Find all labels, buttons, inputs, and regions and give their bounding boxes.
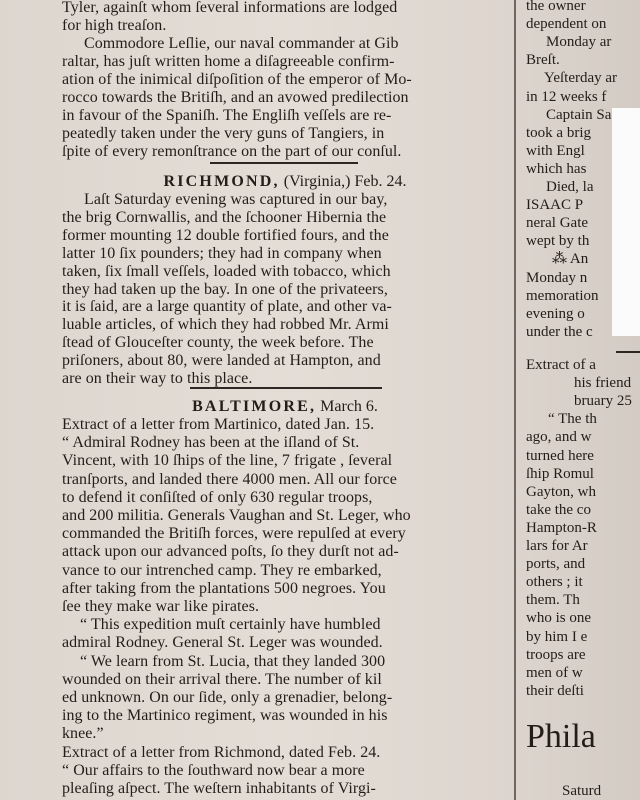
section-divider: [210, 162, 358, 164]
text-line: Died, la: [546, 179, 594, 195]
text-line: others ; it: [526, 574, 583, 591]
text-line: it is ſaid, are a large quantity of plate, and other va-: [62, 298, 392, 316]
text-line: vance to our intrenched camp. They re embarked,: [62, 561, 382, 579]
text-line: raltar, has juſt written home a diſagreeable confirm-: [62, 53, 395, 70]
richmond-heading-rest: (Virginia,) Feb. 24.: [279, 173, 407, 190]
text-line: wept by th: [526, 233, 590, 250]
text-line: the brig Cornwallis, and the ſchooner Hibernia the: [62, 208, 387, 226]
text-line: after taking from the plantations 500 negroes. You: [62, 579, 386, 597]
text-line: attack upon our advanced poſts, ſo they durſt not ad-: [62, 543, 399, 561]
text-line: under the c: [526, 323, 593, 340]
text-line: and 200 militia. Generals Vaughan and St. Leger, who: [62, 507, 411, 524]
text-line: ſpite of every remonſtrance on the part of our conſul.: [62, 143, 402, 160]
text-line: in 12 weeks f: [526, 88, 607, 105]
text-line: Yeſterday ar: [544, 70, 618, 87]
text-line: ſhip Romul: [526, 465, 594, 482]
text-line: “ Admiral Rodney has been at the iſland of St.: [62, 434, 360, 452]
text-line: Gayton, wh: [526, 483, 596, 500]
text-line: which has: [526, 160, 587, 177]
text-line: ation of the inimical diſpoſition of the emperor of Mo-: [62, 71, 412, 88]
text-line: ago, and w: [526, 429, 592, 446]
text-line: Vincent, with 10 ſhips of the line, 7 frigate , ſeveral: [62, 452, 393, 470]
text-line: Commodore Leſlie, our naval commander at Gib: [84, 35, 399, 52]
text-line: them. Th: [526, 592, 580, 609]
text-line: Breſt.: [526, 52, 560, 69]
white-backing-board: [612, 108, 640, 336]
text-line: for high treaſon.: [62, 17, 167, 34]
text-line: “ We learn from St. Lucia, that they landed 300: [80, 652, 386, 670]
text-line: Monday n: [526, 269, 588, 286]
text-line: pleaſing aſpect. The weſtern inhabitants of Virgi-: [62, 780, 376, 797]
text-line: take the co: [526, 501, 591, 518]
text-line: tranſports, and landed there 4000 men. All our force: [62, 470, 397, 488]
main-column: [62, 0, 508, 800]
text-line: admiral Rodney. General St. Leger was wounded.: [62, 634, 383, 652]
text-line: ports, and: [526, 556, 586, 573]
baltimore-heading-rest: March 6.: [316, 398, 378, 415]
text-line: peatedly taken under the very guns of Tangiers, in: [62, 125, 385, 142]
text-line: rocco towards the Britiſh, and an avowed predilection: [62, 89, 409, 106]
text-line: knee.”: [62, 725, 104, 743]
text-line: priſoners, about 80, were landed at Hampton, and: [62, 352, 381, 370]
text-line: dependent on: [526, 16, 607, 33]
text-line: ed unknown. On our ſide, only a grenadier, belong-: [62, 689, 393, 706]
text-line: Monday ar: [546, 34, 612, 51]
text-line: Laſt Saturday evening was captured in our bay,: [84, 191, 388, 208]
text-line: ISAAC P: [526, 197, 584, 214]
philadelphia-heading: Phila: [526, 718, 596, 755]
text-line: who is one: [526, 610, 591, 627]
text-line: with Engl: [526, 142, 585, 159]
section-divider: [190, 387, 382, 389]
text-line: Extract of a letter from Martinico, dated Jan. 15.: [62, 416, 375, 433]
text-line: took a brig: [526, 124, 591, 141]
text-line: ing to the Martinico regiment, was wounded in his: [62, 707, 388, 725]
text-line: by him I e: [526, 628, 588, 645]
text-line: troops are: [526, 646, 586, 663]
text-line: evening o: [526, 305, 585, 322]
text-line: wounded on their arrival there. The number of kil: [62, 670, 382, 688]
text-line: Tyler, againſt whom ſeveral informations are lodged: [62, 0, 398, 16]
richmond-dateline: [62, 173, 508, 191]
richmond-heading-place: RICHMOND,: [163, 173, 280, 190]
section-divider: [616, 351, 640, 353]
text-line: “ This expedition muſt certainly have humbled: [80, 616, 381, 634]
text-line: “ Our affairs to the ſouthward now bear a more: [62, 761, 365, 779]
text-line: men of w: [526, 664, 583, 681]
text-line: to defend it conſiſted of only 630 regular troops,: [62, 488, 373, 506]
text-line: latter 10 ſix pounders; they had in company when: [62, 244, 382, 262]
text-line: in favour of the Spaniſh. The Engliſh veſſels are re-: [62, 107, 392, 124]
text-line: neral Gate: [526, 215, 589, 232]
text-line: lars for Ar: [526, 538, 588, 554]
baltimore-heading-place: BALTIMORE,: [192, 398, 317, 415]
text-line: taken, ſix ſmall veſſels, loaded with tobacco, which: [62, 262, 391, 280]
text-line: Captain Sa: [546, 106, 612, 123]
text-line: luable articles, of which they had robbed Mr. Armi: [62, 316, 389, 334]
text-line: Hampton-R: [526, 519, 597, 536]
text-line: bruary 25: [574, 393, 632, 410]
text-line: the owner: [526, 0, 586, 14]
text-line: they had taken up the bay. In one of the privateers,: [62, 280, 388, 298]
baltimore-dateline: [62, 398, 508, 416]
text-line: Extract of a: [526, 357, 596, 373]
text-line: ſee they make war like pirates.: [62, 598, 260, 615]
text-line: his friend: [574, 375, 632, 392]
text-line: memoration: [526, 287, 599, 304]
text-line: their deſti: [526, 682, 584, 699]
text-line: ⁂ An: [552, 251, 589, 268]
text-line: are on their way to this place.: [62, 370, 253, 387]
text-line: turned here: [526, 447, 594, 464]
philadelphia-dateline: Saturd: [562, 783, 602, 799]
text-line: “ The th: [548, 411, 597, 428]
text-line: former mounting 12 double fortified fours, and the: [62, 226, 389, 244]
text-line: ſtead of Glouceſter county, the week before. The: [62, 334, 374, 352]
text-line: Extract of a letter from Richmond, dated Feb. 24.: [62, 743, 381, 761]
text-line: commanded the Britiſh forces, were repulſed at every: [62, 525, 406, 543]
column-rule: [514, 0, 516, 800]
